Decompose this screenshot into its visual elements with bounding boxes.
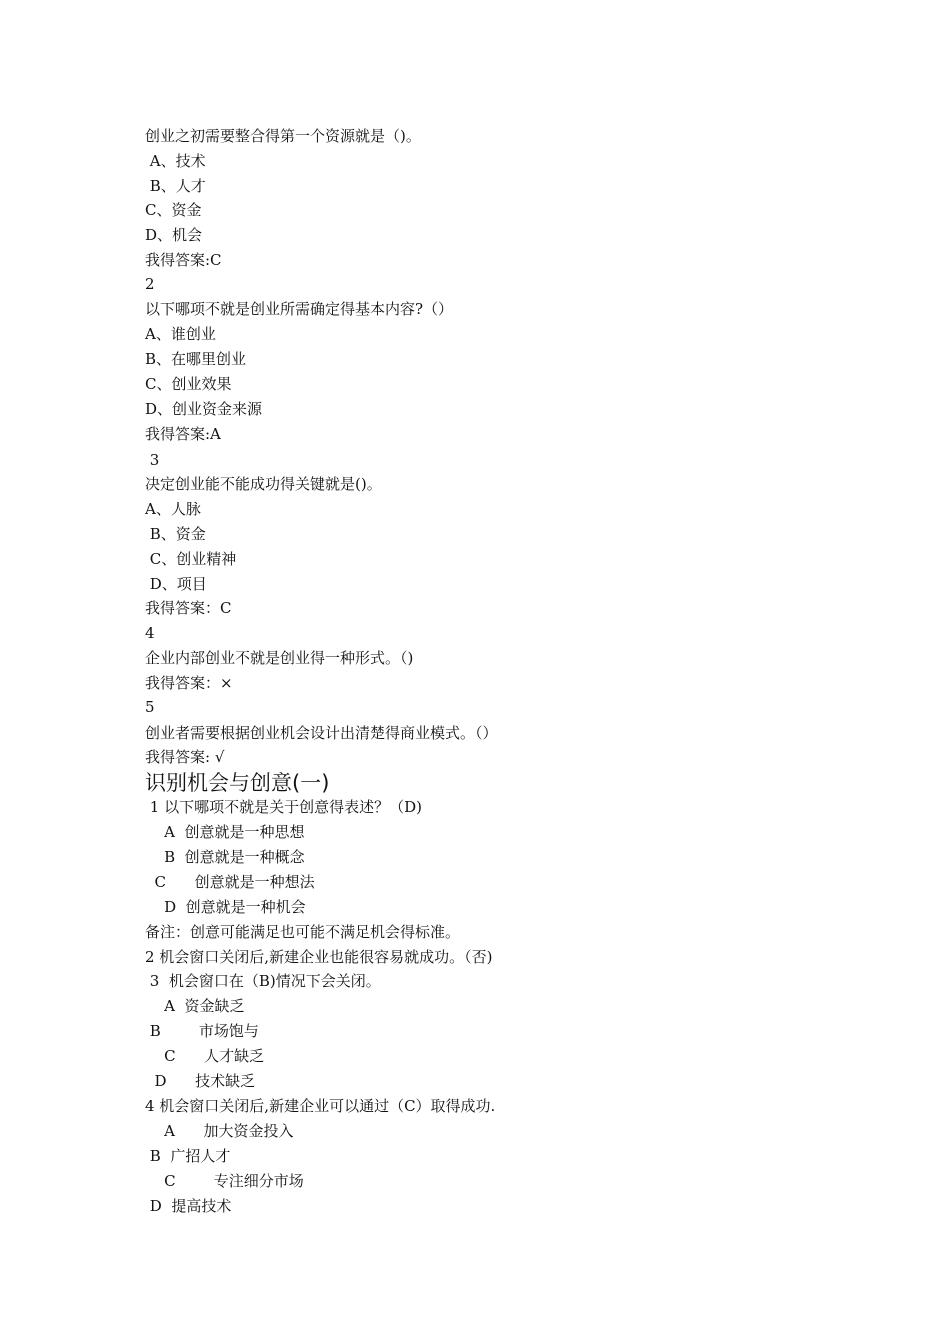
note-line: 备注：创意可能满足也可能不满足机会得标准。 <box>145 923 461 941</box>
option-line: D 提高技术 <box>145 1197 232 1215</box>
option-line: D、项目 <box>145 575 207 593</box>
option-line: D 技术缺乏 <box>145 1072 256 1090</box>
question-text: 决定创业能不能成功得关键就是()。 <box>145 475 382 493</box>
question-text: 创业者需要根据创业机会设计出清楚得商业模式。（） <box>145 724 498 742</box>
option-line: C、创业精神 <box>145 550 237 568</box>
option-line: C、资金 <box>145 201 202 219</box>
option-line: D 创意就是一种机会 <box>145 898 306 916</box>
option-line: B、人才 <box>145 177 206 195</box>
option-line: B 广招人才 <box>145 1147 231 1165</box>
question-text: 企业内部创业不就是创业得一种形式。（) <box>145 649 414 667</box>
option-line: B 创意就是一种概念 <box>145 848 305 866</box>
option-line: A 资金缺乏 <box>145 997 245 1015</box>
option-line: A、人脉 <box>145 500 201 518</box>
question-text: 以下哪项不就是创业所需确定得基本内容?（） <box>145 300 454 318</box>
question-text: 3 机会窗口在（B)情况下会关闭。 <box>145 972 381 990</box>
answer-line: 我得答案: √ <box>145 748 225 766</box>
option-line: A 加大资金投入 <box>145 1122 294 1140</box>
option-line: C 专注细分市场 <box>145 1172 304 1190</box>
option-line: A、谁创业 <box>145 325 216 343</box>
question-number: 2 <box>145 275 155 293</box>
option-line: C、创业效果 <box>145 375 232 393</box>
option-line: B、在哪里创业 <box>145 350 247 368</box>
question-number: 5 <box>145 698 155 716</box>
option-line: D、创业资金来源 <box>145 400 263 418</box>
answer-line: 我得答案：C <box>145 599 232 617</box>
answer-line: 我得答案:A <box>145 425 221 443</box>
question-text: 2 机会窗口关闭后,新建企业也能很容易就成功。（否) <box>145 948 493 966</box>
question-number: 3 <box>145 451 160 469</box>
section-heading: 识别机会与创意(一) <box>145 771 330 795</box>
option-line: A、技术 <box>145 152 206 170</box>
option-line: B、资金 <box>145 525 206 543</box>
question-text: 4 机会窗口关闭后,新建企业可以通过（C）取得成功. <box>145 1097 496 1115</box>
question-number: 4 <box>145 624 155 642</box>
option-line: C 创意就是一种想法 <box>145 873 315 891</box>
answer-line: 我得答案：× <box>145 674 233 692</box>
option-line: D、机会 <box>145 226 203 244</box>
option-line: C 人才缺乏 <box>145 1047 265 1065</box>
question-text: 创业之初需要整合得第一个资源就是（)。 <box>145 127 421 145</box>
answer-line: 我得答案:C <box>145 251 222 269</box>
option-line: B 市场饱与 <box>145 1022 259 1040</box>
question-text: 1 以下哪项不就是关于创意得表述？（D) <box>145 798 422 816</box>
option-line: A 创意就是一种思想 <box>145 823 305 841</box>
